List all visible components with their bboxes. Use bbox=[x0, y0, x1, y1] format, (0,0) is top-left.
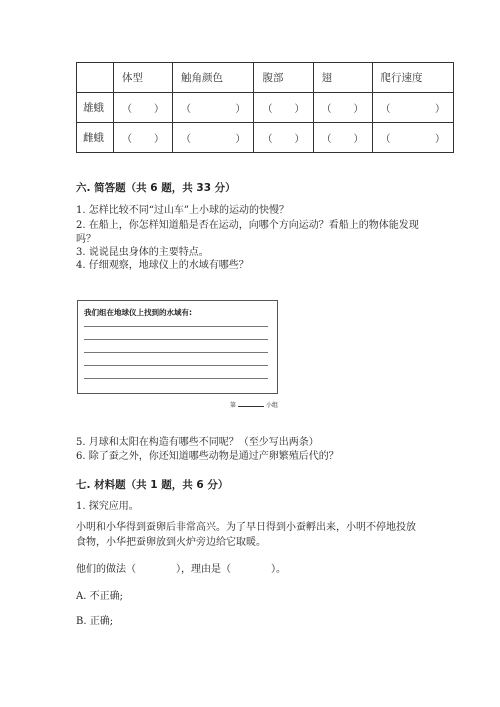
material-question-1: 1. 探究应用。 bbox=[76, 501, 139, 512]
group-number-blank bbox=[238, 406, 264, 407]
question-2-line-2: 吗？ bbox=[76, 234, 96, 245]
question-5: 5. 月球和太阳在构造有哪些不同呢？（至少写出两条） bbox=[76, 437, 319, 448]
worksheet-figure bbox=[77, 300, 278, 394]
paren-left: （ bbox=[321, 104, 332, 115]
material-paragraph-line-1: 小明和小华得到蚕卵后非常高兴。为了早日得到小蚕孵出来，小明不停地投放 bbox=[76, 522, 416, 533]
table-row bbox=[77, 123, 454, 153]
paren-left: （ bbox=[262, 104, 273, 115]
header-antenna-color: 触角颜色 bbox=[173, 63, 254, 93]
question-6: 6. 除了蚕之外，你还知道哪些动物是通过产卵繁殖后代的？ bbox=[76, 451, 339, 462]
question-4: 4. 仔细观察，地球仪上的水域有哪些？ bbox=[76, 260, 249, 271]
material-ask: 他们的做法（ ），理由是（ ）。 bbox=[76, 564, 286, 575]
writing-line bbox=[84, 378, 268, 379]
paren-right: ） bbox=[435, 134, 445, 145]
section-7-title: 七. 材料题（共 1 题，共 6 分） bbox=[76, 479, 229, 491]
paren-left: （ bbox=[262, 134, 273, 145]
paren-right: ） bbox=[235, 134, 246, 145]
header-abdomen: 腹部 bbox=[254, 63, 313, 93]
writing-line bbox=[84, 339, 268, 340]
figure-footer bbox=[230, 400, 278, 409]
answer-blank[interactable] bbox=[173, 93, 254, 123]
answer-blank[interactable] bbox=[372, 123, 453, 153]
paren-left: （ bbox=[181, 134, 192, 145]
option-b: B. 正确; bbox=[76, 616, 114, 627]
question-1: 1. 怎样比较不同“过山车”上小球的运动的快慢？ bbox=[76, 205, 289, 216]
paren-right: ） bbox=[353, 104, 364, 115]
answer-blank[interactable] bbox=[313, 93, 372, 123]
row-label-female: 雌蛾 bbox=[77, 123, 114, 153]
writing-line bbox=[84, 352, 268, 353]
answer-blank[interactable] bbox=[372, 93, 453, 123]
table-row bbox=[77, 93, 454, 123]
header-wings: 翅 bbox=[313, 63, 372, 93]
header-body-type: 体型 bbox=[114, 63, 173, 93]
material-paragraph-line-2: 食物，小华把蚕卵放到火炉旁边给它取暖。 bbox=[76, 537, 266, 548]
figure-caption: 我们组在地球仪上找到的水域有: bbox=[84, 308, 192, 317]
paren-left: （ bbox=[122, 104, 132, 115]
paren-right: ） bbox=[154, 134, 165, 145]
answer-blank[interactable] bbox=[114, 93, 173, 123]
writing-line bbox=[84, 365, 268, 366]
answer-blank[interactable] bbox=[254, 93, 313, 123]
paren-right: ） bbox=[353, 134, 364, 145]
comparison-table bbox=[76, 62, 454, 153]
header-crawl-speed: 爬行速度 bbox=[372, 63, 453, 93]
table-header-row bbox=[77, 63, 454, 93]
paren-right: ） bbox=[154, 104, 165, 115]
paren-right: ） bbox=[294, 134, 305, 145]
paren-right: ） bbox=[435, 104, 445, 115]
question-3: 3. 说说昆虫身体的主要特点。 bbox=[76, 247, 209, 258]
option-a: A. 不正确; bbox=[76, 591, 123, 602]
paren-right: ） bbox=[235, 104, 246, 115]
paren-left: （ bbox=[380, 104, 391, 115]
section-6-title: 六. 简答题（共 6 题，共 33 分） bbox=[76, 182, 236, 194]
table-corner-cell bbox=[77, 63, 114, 93]
paren-left: （ bbox=[181, 104, 192, 115]
figure-footer-suffix: 小组 bbox=[266, 402, 279, 409]
row-label-male: 雄蛾 bbox=[77, 93, 114, 123]
answer-blank[interactable] bbox=[313, 123, 372, 153]
paren-left: （ bbox=[380, 134, 391, 145]
paren-left: （ bbox=[321, 134, 332, 145]
writing-line bbox=[84, 326, 268, 327]
answer-blank[interactable] bbox=[114, 123, 173, 153]
paren-left: （ bbox=[122, 134, 132, 145]
answer-blank[interactable] bbox=[254, 123, 313, 153]
answer-blank[interactable] bbox=[173, 123, 254, 153]
question-2-line-1: 2. 在船上，你怎样知道船是否在运动，向哪个方向运动？看船上的物体能发现 bbox=[76, 220, 419, 231]
paren-right: ） bbox=[294, 104, 305, 115]
figure-footer-prefix: 第 bbox=[230, 402, 237, 409]
